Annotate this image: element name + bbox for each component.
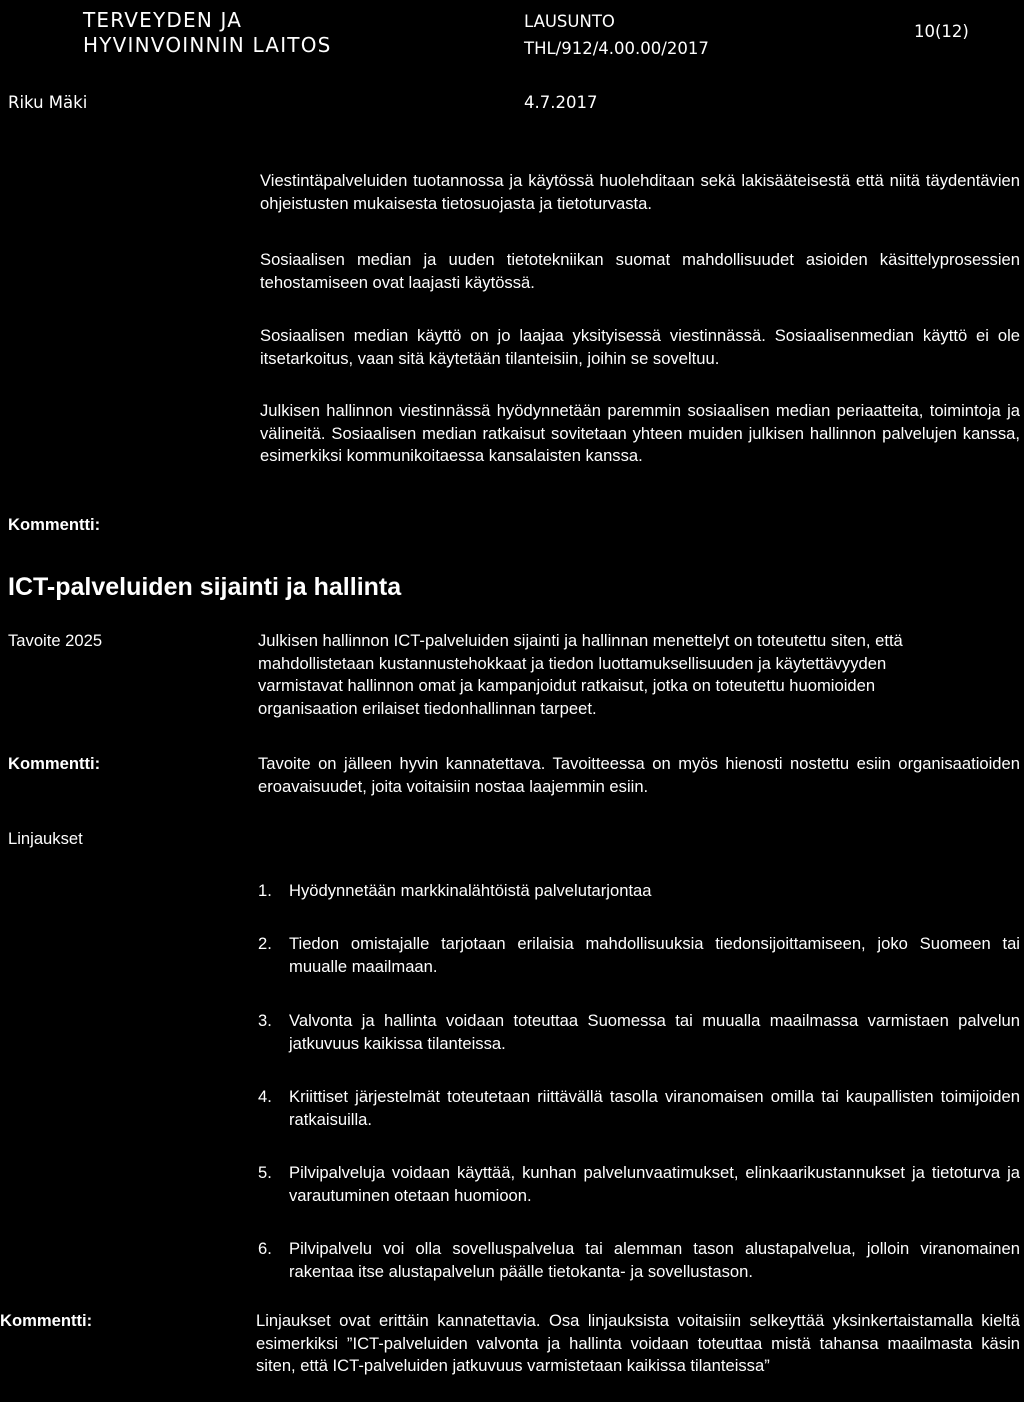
guideline-text: Tiedon omistajalle tarjotaan erilaisia mahdollisuuksia tiedonsijoittamiseen, joko Suomeen tai muualle maailmaan. bbox=[289, 934, 1020, 976]
guideline-text: Pilvipalvelu voi olla sovelluspalvelua tai alemman tason alustapalvelua, jolloin viranomainen rakentaa itse alustapalvelun päälle tietokanta- ja sovellustason. bbox=[289, 1239, 1020, 1281]
guideline-text: Hyödynnetään markkinalähtöistä palvelutarjontaa bbox=[289, 881, 652, 900]
section-title: ICT-palveluiden sijainti ja hallinta bbox=[8, 573, 402, 601]
page-number: 10(12) bbox=[914, 22, 969, 41]
goal-comment-text: Tavoite on jälleen hyvin kannatettava. Tavoitteessa on myös hienosti nostettu esiin organisaatioiden eroavaisuudet, joita voitaisiin nostaa laajemmin esiin. bbox=[258, 754, 1020, 796]
guideline-number: 6. bbox=[258, 1239, 272, 1258]
paragraph-communication-security: Viestintäpalveluiden tuotannossa ja käytössä huolehditaan sekä lakisääteisestä että niitä täydentävien ohjeistusten mukaisesta tietosuojasta ja tietoturvasta. bbox=[260, 171, 1020, 213]
guideline-number: 3. bbox=[258, 1011, 272, 1030]
paragraph-public-administration: Julkisen hallinnon viestinnässä hyödynnetään paremmin sosiaalisen median periaatteita, toimintoja ja välineitä. Sosiaalisen median ratkaisut sovitetaan yhteen muiden julkisen hallinnon palvelujen kanssa, esimerkiksi kommunikoitaessa kansalaisten kanssa. bbox=[260, 401, 1020, 465]
goal-label: Tavoite 2025 bbox=[8, 631, 103, 650]
guideline-number: 1. bbox=[258, 881, 272, 900]
guideline-text: Kriittiset järjestelmät toteutetaan riittävällä tasolla viranomaisen omilla tai kaupallisten toimijoiden ratkaisuilla. bbox=[289, 1087, 1020, 1129]
guidelines-comment-label: Kommentti: bbox=[0, 1311, 93, 1330]
guideline-text: Valvonta ja hallinta voidaan toteuttaa Suomessa tai muualla maailmassa varmistaen palvelun jatkuvuus kaikissa tilanteissa. bbox=[289, 1011, 1020, 1053]
document-type: LAUSUNTO bbox=[524, 12, 615, 31]
author-name: Riku Mäki bbox=[8, 93, 88, 112]
goal-text: Julkisen hallinnon ICT-palveluiden sijainti ja hallinnan menettelyt on toteutettu siten, että mahdollistetaan kustannustehokkaat ja tiedon luottamuksellisuuden ja käytettävyyden varmistavat hallinnon omat ja kampanjoidut ratkaisut, jotka on toteutettu huomioiden organisaation erilaiset tiedonhallinnan tarpeet. bbox=[258, 631, 903, 718]
guidelines-comment-text: Linjaukset ovat erittäin kannatettavia. Osa linjauksista voitaisiin selkeyttää yksinkertaistamalla kieltä esimerkiksi ”ICT-palveluiden valvonta ja hallinta voidaan toteuttaa mistä tahansa maailmasta käsin siten, että ICT-palveluiden jatkuvuus varmistetaan kaikissa tilanteissa” bbox=[256, 1311, 1020, 1375]
comment-label: Kommentti: bbox=[8, 515, 101, 534]
paragraph-social-media-usage: Sosiaalisen median käyttö on jo laajaa yksityisessä viestinnässä. Sosiaalisenmedian käyttö ei ole itsetarkoitus, vaan sitä käytetään tilanteisiin, joihin se soveltuu. bbox=[260, 326, 1020, 368]
document-number: THL/912/4.00.00/2017 bbox=[524, 39, 709, 58]
guideline-number: 5. bbox=[258, 1163, 272, 1182]
org-line-1: TERVEYDEN JA bbox=[83, 8, 243, 32]
guideline-number: 2. bbox=[258, 934, 272, 953]
document-date: 4.7.2017 bbox=[524, 93, 598, 112]
organization-name bbox=[83, 8, 332, 58]
org-line-2: HYVINVOINNIN LAITOS bbox=[83, 33, 332, 57]
paragraph-social-media-opportunities: Sosiaalisen median ja uuden tietotekniikan suomat mahdollisuudet asioiden käsittelyprosessien tehostamiseen ovat laajasti käytössä. bbox=[260, 250, 1020, 292]
goal-comment-label: Kommentti: bbox=[8, 754, 101, 773]
guideline-text: Pilvipalveluja voidaan käyttää, kunhan palvelunvaatimukset, elinkaarikustannukset ja tietoturva ja varautuminen otetaan huomioon. bbox=[289, 1163, 1020, 1205]
guidelines-label: Linjaukset bbox=[8, 829, 83, 848]
guideline-number: 4. bbox=[258, 1087, 272, 1106]
